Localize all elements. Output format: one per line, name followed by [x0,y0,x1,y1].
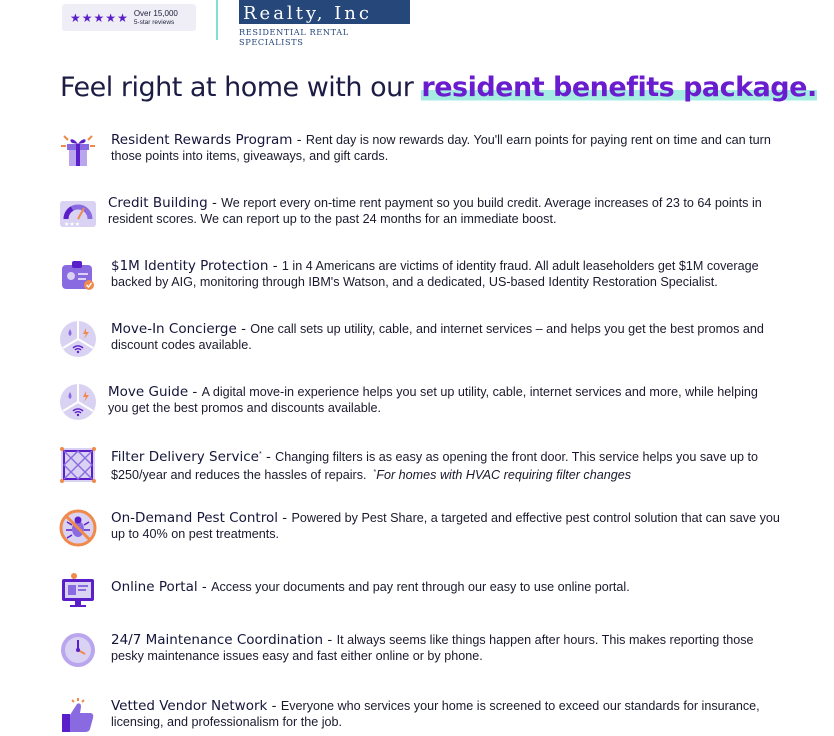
svg-text:★★★: ★★★ [64,221,81,228]
headline-lead: Feel right at home with our [60,72,422,103]
benefit-title: On-Demand Pest Control [111,510,278,526]
thumbs-up-icon [58,696,98,736]
reviews-badge [62,4,196,31]
star-icon: ★ [93,10,105,25]
benefit-description: Everyone who services your home is screened to exceed our standards for insurance, licensing, and professionalism for the job. [111,699,760,729]
credit-gauge-icon [58,193,98,233]
benefit-text: Move-In Concierge - One call sets up utility, cable, and internet services – and helps you get the best promos and discount codes available. [111,321,764,352]
reviews-count: Over 15,000 [133,8,178,18]
benefit-description: Access your documents and pay rent through our easy to use online portal. [211,580,630,594]
utilities-icon [58,319,98,359]
benefit-description: Changing filters is as easy as opening the front door. This service helps you save up to $250/year and reduces the hassles of repairs. [111,450,758,483]
star-icon: ★ [81,10,93,25]
benefit-description: We report every on-time rent payment so you build credit. Average increases of 23 to 64 points in resident scores. We can report up to the past 24 months for an immediate boost. [108,196,762,226]
benefit-description: 1 in 4 Americans are victims of identity fraud. All adult leaseholders get $1M coverage backed by AIG, monitoring through IBM's Watson, and a dedicated, US-based Identity Restoration Specialist. [111,259,759,289]
footnote-marker: * [258,451,262,458]
benefit-text: On-Demand Pest Control - Powered by Pest Share, a targeted and effective pest control solution that can save you up to 40% on pest treatments. [111,510,780,541]
benefit-description: One call sets up utility, cable, and internet services – and helps you get the best promos and discount codes available. [111,322,764,352]
star-icon: ★ [105,10,117,25]
benefit-text: Online Portal - Access your documents and pay rent through our easy to use online portal. [111,579,630,595]
filter-icon [58,445,98,485]
reviews-label: 5-star reviews [133,18,175,26]
header-divider [216,0,218,40]
benefit-description: Rent day is now rewards day. You'll earn points for paying rent on time and can turn those points into items, giveaways, and gift cards. [111,133,771,163]
benefit-title: Resident Rewards Program [111,132,293,148]
id-card-icon [58,256,98,296]
benefit-title: 24/7 Maintenance Coordination [111,632,324,648]
benefit-text: Credit Building - We report every on-time rent payment so you build credit. Average increases of 23 to 64 points in resident scores. We can report up to the past 24 months for an immediate boost. [108,195,762,226]
page-title [60,72,817,103]
benefit-text: Resident Rewards Program - Rent day is now rewards day. You'll earn points for paying rent on time and can turn those points into items, giveaways, and gift cards. [111,132,771,163]
footnote-marker: * [373,469,377,477]
benefit-title: Credit Building [108,195,208,211]
benefit-text: $1M Identity Protection - 1 in 4 Americans are victims of identity fraud. All adult leaseholders get $1M coverage backed by AIG, monitoring through IBM's Watson, and a dedicated, US-based Identity Restoration Specialist. [111,258,759,289]
benefit-text: 24/7 Maintenance Coordination - It always seems like things happen after hours. This makes reporting those pesky maintenance issues easy and fast either online or by phone. [111,632,754,663]
benefit-description: It always seems like things happen after hours. This makes reporting those pesky maintenance issues easy and fast either online or by phone. [111,633,754,663]
no-bug-icon [58,508,98,548]
benefit-title: Filter Delivery Service [111,449,259,466]
company-logo[interactable] [239,0,410,24]
benefit-description: Powered by Pest Share, a targeted and effective pest control solution that can save you up to 40% on pest treatments. [111,511,780,541]
header [0,0,834,48]
monitor-icon [58,571,98,611]
benefit-footnote: For homes with HVAC requiring filter changes [376,468,632,483]
star-icon: ★ [70,10,81,25]
benefit-text: Vetted Vendor Network - Everyone who services your home is screened to exceed our standards for insurance, licensing, and professionalism for the job. [111,698,760,729]
clock-icon [58,630,98,670]
benefit-description: A digital move-in experience helps you set up utility, cable, internet services and more, while helping you get the best promos and discounts available. [108,385,758,415]
gift-icon [58,130,98,170]
benefit-title: Online Portal [111,579,198,595]
benefit-title: Move-In Concierge [111,321,237,337]
headline-highlight: resident benefits package. [421,72,817,103]
star-rating [70,12,128,24]
logo-tagline: RESIDENTIAL RENTAL SPECIALISTS [239,27,349,47]
logo-name: Realty, Inc [243,3,372,24]
benefit-text: Filter Delivery Service* - Changing filters is as easy as opening the front door. This service helps you save up to $250/year and reduces the hassles of repairs. *For homes with HVAC requiring filter changes [111,449,758,483]
benefit-title: Move Guide [108,384,189,400]
utilities-icon [58,382,98,422]
benefit-title: Vetted Vendor Network [111,698,268,714]
star-icon: ★ [117,10,128,25]
benefit-title: $1M Identity Protection [111,258,269,274]
benefit-text: Move Guide - A digital move-in experience helps you set up utility, cable, internet services and more, while helping you get the best promos and discounts available. [108,384,758,415]
